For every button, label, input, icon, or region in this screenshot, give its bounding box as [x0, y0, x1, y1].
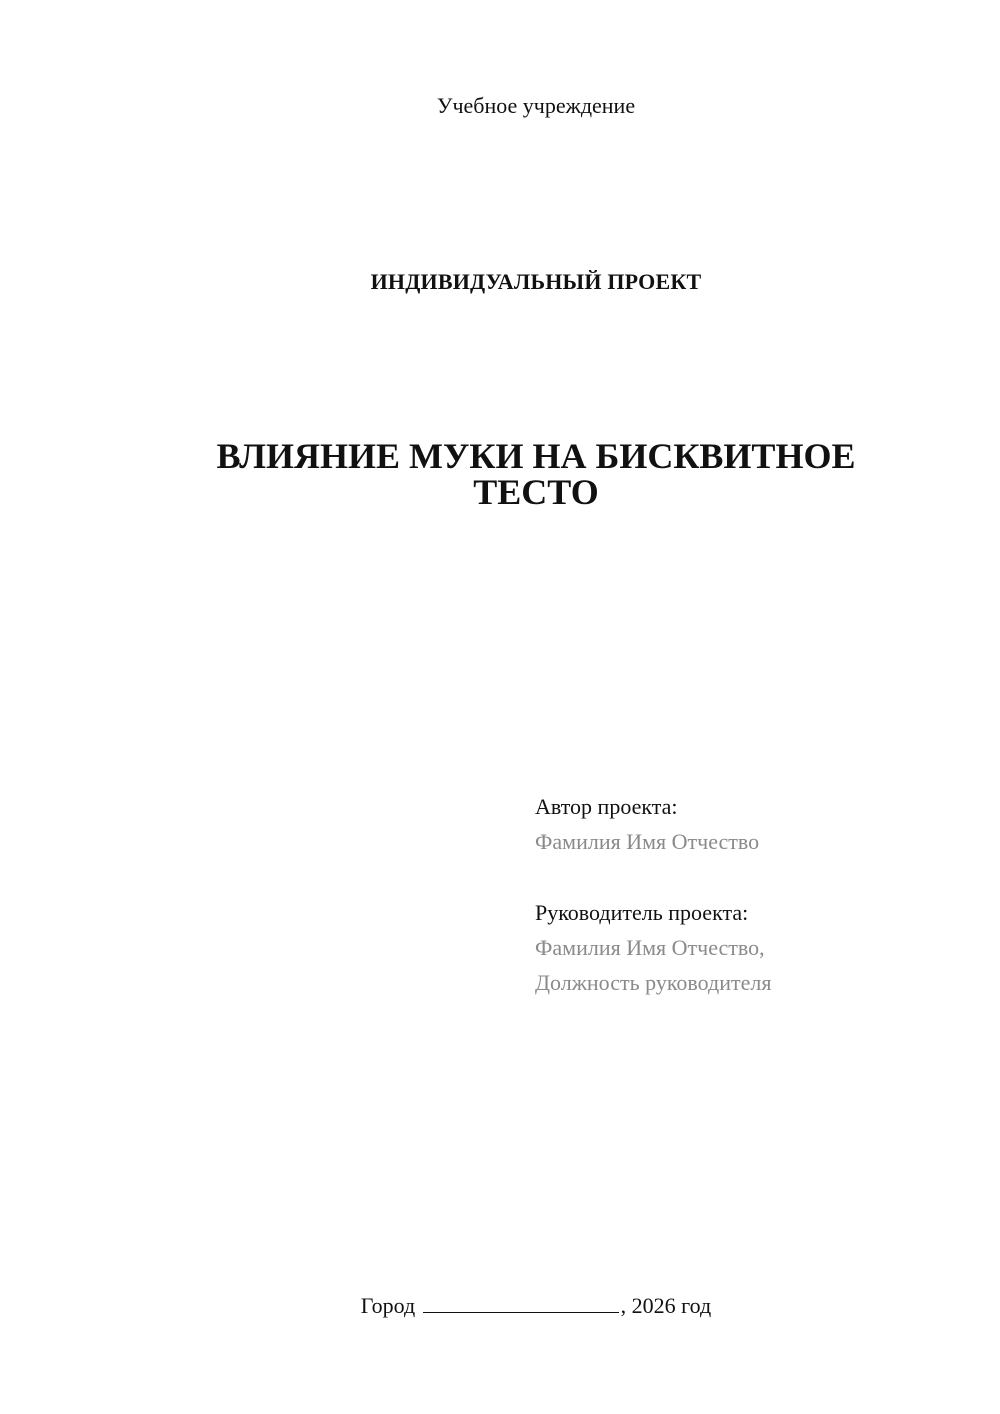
- supervisor-name-placeholder: Фамилия Имя Отчество,: [535, 935, 765, 960]
- city-label: Город: [360, 1293, 416, 1318]
- footer-city-year: [0, 1290, 1000, 1321]
- project-title-line-1: ВЛИЯНИЕ МУКИ НА БИСКВИТНОЕ: [216, 436, 856, 476]
- supervisor-label: Руководитель проекта:: [535, 900, 749, 925]
- project-title: [0, 438, 1000, 510]
- project-title-line-2: ТЕСТО: [473, 472, 599, 512]
- institution-name: Учебное учреждение: [436, 93, 636, 118]
- supervisor-position-placeholder: Должность руководителя: [535, 970, 772, 995]
- year-text: , 2026 год: [620, 1293, 712, 1318]
- city-blank-line: [423, 1290, 619, 1313]
- credits-spacer: [535, 859, 771, 895]
- author-name-placeholder: Фамилия Имя Отчество: [535, 829, 760, 854]
- project-type-heading: ИНДИВИДУАЛЬНЫЙ ПРОЕКТ: [370, 269, 702, 294]
- credits-block: [535, 789, 771, 1000]
- author-label: Автор проекта:: [535, 794, 678, 819]
